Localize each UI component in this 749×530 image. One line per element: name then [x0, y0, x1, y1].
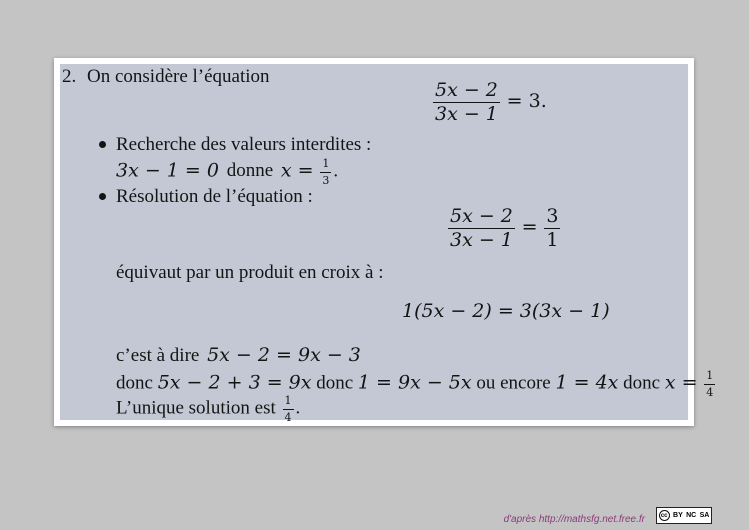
sa-icon: SA — [699, 512, 710, 519]
bullet-1-word: donne — [226, 160, 274, 182]
item-heading — [62, 67, 270, 86]
bullet-1-frac-num: 1 — [322, 157, 330, 170]
bullet-1-line — [116, 158, 338, 186]
bullet-icon — [99, 193, 106, 200]
by-icon: BY — [673, 512, 683, 519]
equation-2-left-fraction — [448, 207, 515, 250]
line-3 — [116, 395, 300, 423]
intro-text: On considère l’équation — [87, 66, 270, 87]
line-3-text: L’unique solution est — [116, 397, 276, 419]
equation-1-fraction — [433, 81, 500, 124]
line-3-frac-num: 1 — [284, 394, 292, 407]
equation-1 — [431, 81, 547, 124]
line-2-math-2: 1 = 9x − 5x — [357, 371, 472, 394]
slide-panel — [60, 64, 714, 424]
line-2-word-3: ou encore — [476, 372, 551, 394]
equation-2-num2: 3 — [546, 205, 559, 227]
line-3-frac-den: 4 — [284, 410, 292, 424]
slide-frame — [54, 58, 714, 426]
cross-product-equation: 1(5x − 2) = 3(3x − 1) — [402, 300, 610, 322]
bullet-1-fraction — [320, 158, 331, 186]
source-link[interactable]: d'après http://mathsfg.net.free.fr — [503, 514, 645, 525]
bullet-1-lhs: 3x − 1 = 0 — [116, 159, 219, 182]
line-2-math-1: 5x − 2 + 3 = 9x — [157, 371, 312, 394]
equation-2 — [446, 207, 562, 250]
line-2-frac-num: 1 — [706, 369, 714, 382]
line-3-fraction — [283, 395, 294, 423]
bullet-2-title: Résolution de l’équation : — [116, 186, 313, 207]
creative-commons-badge[interactable] — [656, 507, 712, 524]
equation-2-equals: = — [521, 215, 538, 238]
line-2-word-1: donc — [116, 372, 153, 394]
cc-icon: cc — [659, 510, 670, 521]
line-2-fraction — [704, 370, 715, 398]
line-1-math: 5x − 2 = 9x − 3 — [207, 344, 361, 366]
bullet-1-title: Recherche des valeurs interdites : — [116, 134, 372, 155]
line-2-math-3: 1 = 4x — [555, 371, 619, 394]
bullet-1-frac-den: 3 — [322, 173, 330, 187]
item-number: 2. — [62, 66, 77, 87]
equation-1-numerator: 5x − 2 — [435, 79, 498, 101]
nc-icon: NC — [686, 512, 697, 519]
bullet-1-end: . — [333, 160, 339, 182]
line-2-word-4: donc — [623, 372, 661, 394]
equation-2-den1: 3x − 1 — [450, 229, 513, 251]
cross-product-text: équivaut par un produit en croix à : — [116, 262, 384, 283]
equation-2-num1: 5x − 2 — [450, 205, 513, 227]
line-2-math-4: x = — [664, 371, 698, 394]
bullet-1-var: x = — [280, 159, 314, 182]
equation-1-denominator: 3x − 1 — [435, 103, 498, 125]
line-2-frac-den: 4 — [706, 385, 714, 399]
line-2 — [116, 370, 717, 398]
equation-1-rhs: = 3. — [506, 89, 547, 112]
line-3-end: . — [295, 397, 301, 419]
line-1 — [116, 346, 361, 365]
line-2-word-2: donc — [316, 372, 354, 394]
equation-2-den2: 1 — [546, 229, 559, 251]
bullet-icon — [99, 141, 106, 148]
equation-2-right-fraction — [544, 207, 560, 250]
line-1-text: c’est à dire — [116, 345, 200, 366]
